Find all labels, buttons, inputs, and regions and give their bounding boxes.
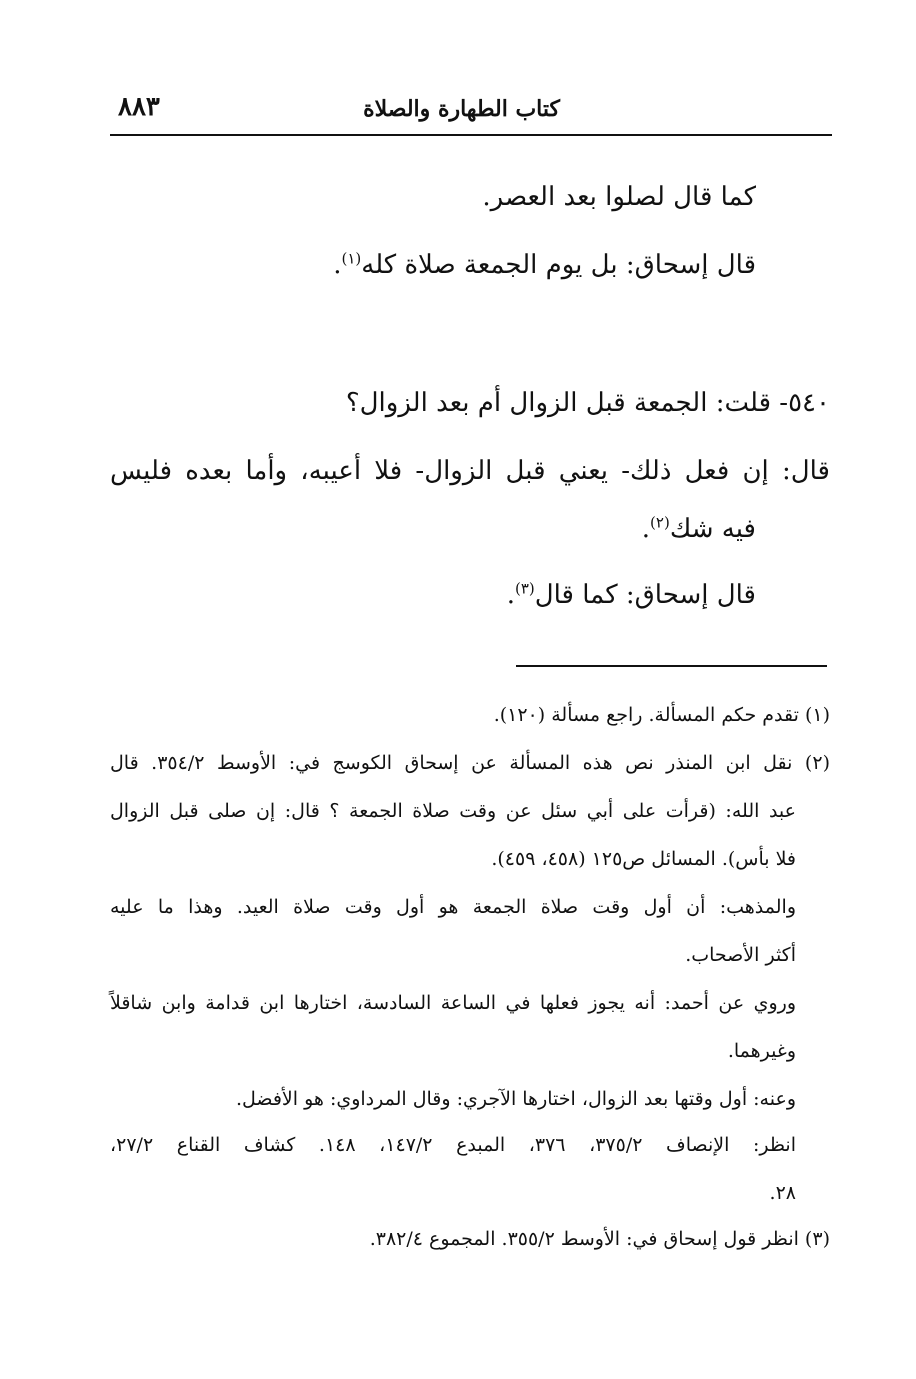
footnote-2-line-5: أكثر الأصحاب. — [685, 944, 796, 966]
body-line-2 — [333, 250, 756, 281]
body-line-1: كما قال لصلوا بعد العصر. — [482, 182, 756, 212]
footnote-1: (١) تقدم حكم المسألة. راجع مسألة (١٢٠). — [493, 704, 830, 726]
answer-line-1: قال: إن فعل ذلك- يعني قبل الزوال- فلا أعيبه، وأما بعده فليس — [110, 456, 830, 486]
footnote-2-line-3: فلا بأس). المسائل ص١٢٥ (٤٥٨، ٤٥٩). — [491, 848, 796, 870]
page-header — [110, 88, 832, 128]
answer-line-2-end: . — [641, 514, 651, 544]
footnote-2-line-9: انظر: الإنصاف ٣٧٥/٢، ٣٧٦، المبدع ١٤٧/٢، ١٤٨. كشاف القناع ٢٧/٢، — [110, 1134, 796, 1156]
footnote-2-line-2: عبد الله: (قرأت على أبي سئل عن وقت صلاة الجمعة ؟ قال: إن صلى قبل الزوال — [110, 800, 796, 822]
footnote-ref-3: (٣) — [514, 579, 535, 598]
page-number: ٨٨٣ — [118, 92, 160, 122]
running-title: كتاب الطهارة والصلاة — [363, 96, 560, 122]
footnote-2-line-10: ٢٨. — [769, 1182, 796, 1204]
footnote-2-line-7: وغيرهما. — [727, 1040, 796, 1062]
footnote-separator — [516, 665, 827, 667]
footnote-2-line-6: وروي عن أحمد: أنه يجوز فعلها في الساعة السادسة، اختارها ابن قدامة وابن شاقلاً — [110, 992, 796, 1014]
answer-line-2-text: فيه شك — [669, 514, 756, 544]
footnote-3: (٣) انظر قول إسحاق في: الأوسط ٣٥٥/٢. المجموع ٣٨٢/٤. — [369, 1228, 830, 1250]
footnote-2-line-4: والمذهب: أن أول وقت صلاة الجمعة هو أول وقت صلاة العيد. وهذا ما عليه — [110, 896, 796, 918]
footnote-2-line-1: (٢) نقل ابن المنذر نص هذه المسألة عن إسحاق الكوسج في: الأوسط ٣٥٤/٢. قال — [110, 752, 830, 774]
body-line-2-end: . — [333, 250, 342, 280]
footnote-ref-2: (٢) — [650, 513, 670, 532]
answer-line-2 — [642, 514, 756, 545]
ishaq-line — [507, 580, 756, 611]
body-line-2-text: قال إسحاق: بل يوم الجمعة صلاة كله — [361, 250, 756, 280]
ishaq-line-end: . — [506, 580, 515, 610]
header-rule — [110, 134, 832, 136]
question-line: ٥٤٠- قلت: الجمعة قبل الزوال أم بعد الزوال؟ — [345, 388, 830, 418]
footnote-ref-1: (١) — [341, 249, 362, 268]
ishaq-line-text: قال إسحاق: كما قال — [534, 580, 756, 610]
footnote-2-line-8: وعنه: أول وقتها بعد الزوال، اختارها الآجري: وقال المرداوي: هو الأفضل. — [235, 1088, 796, 1110]
